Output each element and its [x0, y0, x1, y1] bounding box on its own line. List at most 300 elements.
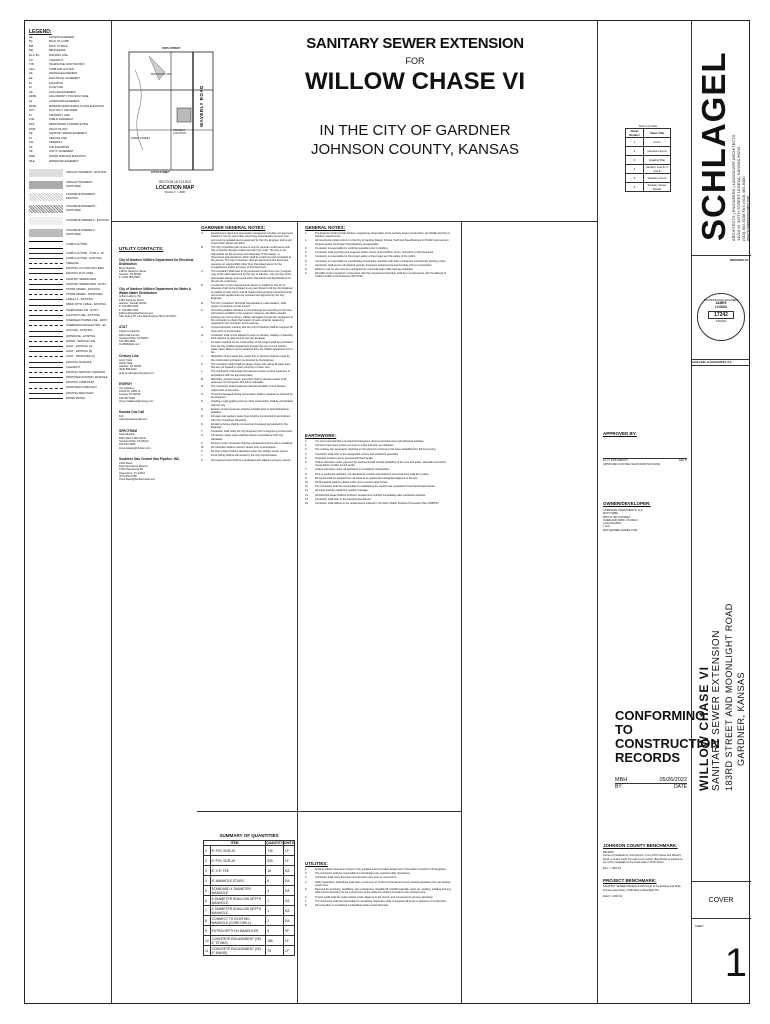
legend-desc: WATERLINE EASEMENT: [49, 159, 79, 163]
utility-contact-line: 913-667-5118: [119, 396, 135, 400]
note-number: 12.: [305, 489, 309, 493]
note-item: [305, 900, 455, 903]
legend-symbol-row: [29, 179, 109, 191]
legend-swatch: [29, 181, 63, 189]
map-street-label: 159TH STREET: [161, 47, 181, 50]
note-text: Contractor is responsible for the proper safety of the project and the safety of the public.: [315, 255, 416, 259]
legend-swatch: [29, 169, 63, 177]
seal-text: KANSAS: [715, 319, 727, 323]
note-number: 2.: [305, 239, 308, 243]
firm-id: SCHLAGEL & ASSOCIATES, P.A.: [692, 359, 750, 366]
legend-symbol-label: TELEPHONE LINE - EXIST: [66, 308, 98, 312]
note-item: [305, 876, 455, 879]
quantities-cell: 5' DIAMETER SHALLOW DEPTH MANHOLE: [210, 896, 266, 906]
legend-swatch: [29, 263, 63, 264]
utility-contact-line: Steve Bowker: [119, 433, 136, 437]
legend-desc: BACK OF CURB: [49, 40, 69, 44]
approval-block: [603, 431, 687, 466]
note-number: 7.: [305, 263, 308, 267]
legend-abbr: LE: [29, 99, 33, 103]
owner-line: 8645 W. 95TH STREET: [603, 515, 631, 519]
legend-symbol-label: WATER - SERVICE LINE: [66, 339, 96, 343]
legend-desc: TOP ELEVATION: [49, 145, 70, 149]
county-benchmark: [603, 843, 687, 898]
general-notes: [305, 225, 455, 280]
legend-symbol-label: CONCRETE SIDEWALK - EXISTING: [66, 218, 109, 222]
legend-symbol-label: CONCRETE SIDEWALK - PROPOSED: [66, 229, 97, 236]
note-item: [201, 393, 293, 400]
legend-symbol-label: EXISTING CURB INLET: [66, 381, 95, 385]
note-number: O.: [201, 392, 204, 396]
legend-swatch: [29, 356, 63, 357]
note-item: [305, 872, 455, 875]
legend-swatch: [29, 310, 63, 311]
map-label: PROJECT LOCATION: [173, 129, 187, 136]
quantities-cell: EA: [284, 906, 295, 916]
utility-contact-line: Field Operations Director: [119, 465, 148, 469]
note-text: The contractor shall install 12 gauge copper wire along all water lines that are not located in close proximity to tracer wire.: [211, 362, 291, 370]
utility-contact-line: Chris Davis: [119, 461, 133, 465]
legend-swatch: [29, 346, 63, 347]
drawing-sheet: [24, 20, 750, 1004]
utility-contact: [119, 430, 195, 450]
legend-swatch: [29, 362, 63, 363]
note-text: Proof rolling shall be witnessed by the City representative.: [211, 454, 278, 458]
utility-contact-line: Gardner, Kansas 66030: [119, 301, 147, 305]
utility-contact-line: Overland Park, KS 66207: [119, 336, 149, 340]
legend-symbol-label: CONCRETE PAVEMENT - EXISTING: [66, 193, 97, 200]
note-text: Unless otherwise noted, all earthwork is considered Unclassified.: [315, 468, 390, 472]
note-item: [305, 448, 455, 451]
general-notes-list: [305, 232, 455, 279]
legend-swatch: [29, 393, 63, 394]
note-text: Erosion control measures shall be maintained until the site is stabilized.: [211, 441, 293, 445]
legend-symbol-label: EXISTING MANHOLE: [66, 360, 92, 364]
divider: [111, 221, 597, 222]
seal-text: PROFESSIONAL ENGINEER: [703, 299, 739, 302]
sheet-index-cell: 6: [626, 183, 644, 192]
note-item: [201, 309, 293, 325]
quantities-cell: EA: [284, 916, 295, 926]
note-item: [305, 264, 455, 267]
quantities-header: QUANTITY: [266, 841, 284, 845]
map-label: WAVERLY ROAD: [199, 85, 204, 127]
legend-abbr: MFPE: [29, 104, 37, 108]
gardner-notes-title: GARDNER GENERAL NOTES:: [201, 225, 266, 230]
legend-swatch: [29, 382, 63, 383]
note-item: [201, 326, 293, 333]
utility-contact-line: 9444 Nall Avenue: [119, 333, 140, 337]
legend-abbr: PVC: [29, 109, 35, 113]
note-item: [305, 453, 455, 456]
legend-desc: WATER SURFACE ELEVATION: [49, 155, 86, 159]
legend-symbol-label: EXISTING PLAT LINES: [66, 272, 94, 276]
legend-symbol-label: PROPOSED SANITARY MANHOLE: [66, 376, 108, 380]
legend-abbr: EE: [29, 76, 33, 80]
note-item: [201, 370, 293, 377]
note-number: 9.: [305, 476, 308, 480]
legend-symbol-label: EXISTING LOT AND R/W LINES: [66, 267, 104, 271]
quantities-title: SUMMARY OF QUANTITIES: [219, 833, 279, 838]
legend-swatch: [29, 305, 63, 306]
legend-symbol-label: LIGHT - EXISTING (H): [66, 344, 93, 348]
legend-abbr: C&G: [29, 67, 35, 71]
note-item: [201, 415, 293, 422]
quantities-cell: EXTRA DEPTH IN MANHOLES: [210, 926, 266, 936]
note-text: Relocation of any water line, sewer line or services shall be made by the construction contractor as directed by the Engineer.: [211, 355, 290, 362]
owner-block: [603, 501, 687, 532]
legend-abbr: SE: [29, 132, 33, 136]
note-item: [201, 446, 293, 449]
note-text: Contractor is responsible for coordinating construction activities with other contractors concurrently working onsite.: [315, 259, 447, 263]
note-item: [305, 468, 455, 471]
note-number: E.: [201, 301, 204, 305]
note-number: B.: [201, 246, 204, 250]
legend-swatch: [29, 372, 63, 373]
utility-contact-line: steve.bowker@charter.com: [119, 446, 151, 450]
quantities-row: [204, 866, 295, 876]
note-number: 15.: [305, 501, 309, 505]
utility-contact-line: CA4809@att.com: [119, 343, 140, 347]
quantities-cell: 7: [204, 906, 211, 916]
approval-date: DATE: [678, 458, 687, 462]
sheet-index: [625, 125, 671, 192]
note-text: All topsoil shall be stripped from all areas to be graded and stockpiled adjacent to the site.: [315, 476, 418, 480]
note-number: P.: [201, 400, 204, 404]
note-number: 3.: [305, 448, 308, 452]
side-title: [691, 541, 751, 801]
quantities-cell: 8: [266, 876, 284, 886]
legend-desc: PROPERTY LINE: [49, 113, 70, 117]
utility-contact: [119, 383, 195, 403]
note-text: The Contractor shall be responsible for establishing the topsoil over proposed turf and landscaped areas.: [315, 485, 436, 489]
general-notes-title: GENERAL NOTES:: [305, 225, 346, 230]
legend-abbr: WSE: [29, 155, 35, 159]
note-text: Construction of the improvements shown or implied by this set of drawings shall not be initiated in any part thereof until the City Engineer is notified of such intent, and all required and properly executed bonds and contract agreements are received and approved by the City Engineer.: [211, 284, 293, 301]
legend-symbol-label: CURB & GUTTER: [66, 242, 88, 246]
sheet-index-title: Sheet List Table: [638, 125, 658, 128]
note-item: [305, 457, 455, 460]
note-item: [201, 302, 293, 309]
utility-contact-line: (270) 852-5155: [119, 474, 137, 478]
quantities-cell: VF: [284, 926, 295, 936]
legend-symbol-label: ASPHALT PAVEMENT - PROPOSED: [66, 181, 94, 188]
note-item: [305, 881, 455, 888]
quantities-cell: 1: [266, 906, 284, 916]
quantities-row: [204, 846, 295, 856]
quantities-cell: LF: [284, 946, 295, 956]
legend-swatch: [29, 331, 63, 332]
utility-contact-line: 1450 E Santa Fe Street: [119, 269, 147, 273]
note-item: [305, 473, 455, 476]
utilities-list: [305, 868, 455, 907]
legend-swatch: [29, 284, 63, 285]
note-text: All water required for the construction of this project shall be purchased from the City Utilities Department through the use of a fire hydrant water meter. Meters can be obtained from the Utilities Department for a fee.: [211, 341, 293, 355]
quantities-cell: LF: [284, 936, 295, 946]
legend-symbol-row: [29, 167, 109, 179]
utility-contact-line: Chris.Davis@Southernstar.com: [119, 478, 156, 482]
legend-abbr: HDPE: [29, 95, 37, 99]
note-item: [201, 385, 293, 392]
note-text: Grading, rough grading and any other construction shall be coordinated with the City.: [211, 400, 293, 407]
utility-contact: [119, 259, 195, 280]
firm-logo-box: [691, 21, 751, 256]
note-text: It is recommended that a Geotechnical Engineer observe and document all earthwork activities.: [315, 440, 425, 443]
quantities-cell: 2: [204, 856, 211, 866]
county-benchmark-id: BM-9008: [603, 851, 614, 854]
note-number: 4.: [305, 452, 308, 456]
quantities-cell: 185: [266, 936, 284, 946]
utility-contact-name: Southern Star Central Gas Pipeline, INC.: [119, 456, 181, 461]
utility-contact-line: P: 913-856-0965: [119, 305, 139, 309]
note-item: [305, 489, 455, 492]
legend-abbr: ROW: [29, 127, 36, 131]
utility-contact-name: City of Gardner Utilities Department for Electrical Distribution: [119, 258, 194, 266]
note-text: The Engineer shall provide full-time engineering observation of the sanitary sewer construction, per KDHE and City of Gardner requirements.: [315, 232, 450, 239]
note-number: N.: [201, 385, 204, 389]
note-item: [305, 485, 455, 488]
sheet-index-cell: Sanitary Line B, C and E: [644, 165, 671, 174]
legend-desc: POLYVINYL CHLORIDE: [49, 109, 78, 113]
utility-contacts: [119, 246, 195, 482]
firm-name: SCHLAGEL: [695, 51, 732, 241]
note-item: [201, 378, 293, 385]
note-number: V.: [201, 441, 204, 445]
utility-notes: [305, 861, 455, 908]
side-city: GARDNER, KANSAS: [736, 671, 746, 766]
note-number: 1.: [305, 232, 308, 235]
note-text: Unless otherwise noted, payment for earthwork shall include backfilling of the cuts and gutter, sidewalk and further manipulation of utility trench spoils.: [315, 460, 446, 468]
note-number: 5.: [305, 888, 308, 892]
note-text: Manholes, junction boxes, and inlets shall be placed outside of all pavement and proposed and future sidewalks.: [211, 377, 287, 385]
note-item: [201, 423, 293, 430]
cover-label: COVER: [691, 881, 751, 919]
note-text: The Contractor shall be responsible for contacting respective utility companies 48 hours in advance of construction.: [315, 899, 448, 903]
sheet-index-cell: General Layout: [644, 147, 671, 156]
legend-abbr: GE: [29, 90, 33, 94]
note-text: All construction shall conform to the City of Gardner Design Criteria, Technical Specifications for Public Improvement Projects and/or the Project Specifications as applicable.: [315, 239, 449, 246]
note-number: G.: [201, 326, 204, 330]
legend-symbol-label: EXISTING SANITARY MANHOLE: [66, 370, 106, 374]
utility-contact-line: Jeffrey Lafferty, PE: [119, 295, 141, 299]
legend-desc: SANITARY SEWER EASEMENT: [49, 132, 87, 136]
quantities-cell: STANDARD 4' DIAMETER MANHOLE: [210, 886, 266, 896]
note-number: F.: [201, 308, 204, 312]
note-text: All sanitary sewer pipes shall be tested in accordance with City standards.: [211, 434, 284, 441]
note-item: [201, 246, 293, 269]
quantities-cell: 2: [266, 916, 284, 926]
quantities-table: [203, 840, 295, 956]
note-text: Utility Separation: Waterlines shall have a minimum of 10 feet horizontal and 2 feet vertical separation from all sanitary sewer lines.: [315, 880, 451, 887]
legend-swatch: [29, 205, 63, 213]
seal-text: JAMES: [715, 301, 727, 306]
quantities-cell: EA: [284, 876, 295, 886]
sheet-index-cell: Sanitary Line D: [644, 174, 671, 183]
utility-contact-line: F: 913-856-7323: [119, 308, 139, 312]
legend-swatch: [29, 325, 63, 326]
note-number: I.: [201, 341, 203, 345]
quantities-row: [204, 886, 295, 896]
utility-contact-name: EVERGY: [119, 382, 133, 387]
utility-contact-line: Clayton Arrasmith: [119, 330, 140, 334]
project-title: WILLOW CHASE VI: [305, 68, 525, 95]
legend-symbol-label: CURB & GUTTER - TYPE A - 20': [66, 251, 105, 255]
legend-abbr: BC: [29, 40, 33, 44]
legend-symbols: [29, 167, 109, 401]
legend-abbr: PUE: [29, 118, 35, 122]
records-by-value: MBH: [615, 777, 628, 783]
quantities-cell: EA: [284, 866, 295, 876]
legend-abbr: EL: [29, 81, 33, 85]
utility-contact-line: Andy Tudor: [119, 358, 133, 362]
quantities-cell: 8: [204, 916, 211, 926]
utility-contact-name: City of Gardner Utilities Department for Water & Waste-Water Distribution: [119, 286, 192, 295]
owner-title: OWNER/DEVELOPER:: [603, 501, 651, 506]
quantities-cell: 5: [204, 886, 211, 896]
quantities-cell: 16: [266, 866, 284, 876]
note-item: [201, 284, 293, 300]
note-text: The existing site topography depicted on the plans for contouring has been established by field surveying.: [315, 448, 437, 452]
legend-symbol-label: ELECTRIC LINE - EXISTING: [66, 313, 100, 317]
note-item: [305, 251, 455, 254]
note-number: 14.: [305, 497, 309, 501]
note-text: Contractor shall adhere to the requirements outlined in the Storm Water Pollution Prevention Plan (SWPPP).: [315, 501, 440, 505]
owner-line: MATT@MABE-HOMES.COM: [603, 528, 637, 532]
note-text: Contractor shall promptly give engineer written notice of all conflicts, errors, omissions or discrepancies.: [315, 251, 434, 255]
records-date-label: DATE: [674, 784, 687, 790]
note-item: [201, 454, 293, 457]
legend-swatch: [29, 217, 63, 225]
legend-abbr: UE: [29, 150, 33, 154]
firm-sub: ARCHITECTS | ENGINEERS | LANDSCAPE ARCHITECTS: [731, 134, 736, 241]
legend-desc: CURB AND GUTTER: [49, 67, 74, 71]
legend-symbol-row: [29, 227, 109, 239]
legend-symbol-label: ASPHALT PAVEMENT - EXISTING: [66, 170, 107, 174]
utility-contact-name: SPECTRUM: [119, 428, 137, 433]
legend-symbol-label: GAS LINE - EXISTING: [66, 329, 93, 333]
note-number: 8.: [305, 472, 308, 476]
map-label: 167TH STREET: [151, 171, 170, 174]
note-number: Y.: [201, 454, 204, 458]
quantities-row: [204, 876, 295, 886]
legend-desc: LANDSCAPE EASEMENT: [49, 99, 80, 103]
note-number: 6.: [305, 259, 308, 263]
quantities-row: [204, 896, 295, 906]
note-item: [305, 494, 455, 497]
quantities-header: ITEM: [204, 841, 266, 846]
sheet-index-row: [626, 138, 671, 147]
divider: [197, 811, 461, 812]
sheet-index-row: [626, 174, 671, 183]
utility-contact-line: 913-643-1930: [119, 443, 136, 447]
quantities-cell: 9: [204, 926, 211, 936]
note-text: Existing utilities have been shown to the greatest extent possible based upon information provided to the Engineer.: [315, 868, 447, 871]
legend-symbol-label: CONCRETE PAVEMENT - PROPOSED: [66, 205, 97, 212]
note-text: Proposed contours are to proposed finished grade.: [315, 456, 374, 460]
note-number: H.: [201, 333, 204, 337]
note-number: A.: [201, 232, 204, 235]
note-number: 3.: [305, 246, 308, 250]
title-block: [265, 35, 565, 158]
note-text: Trench spoils shall be neatly placed onsite adjacent to the trench, and compacted to prevent saturation.: [315, 895, 434, 899]
map-label: 183RD STREET: [131, 137, 151, 140]
legend-abbr: DE: [29, 72, 33, 76]
sheet-index-cell: 3: [626, 156, 644, 165]
note-text: All disturbed areas shall be fertilized, seeded and mulched immediately after earthwork activities.: [315, 493, 427, 497]
note-number: 6.: [305, 895, 308, 899]
title-line1: SANITARY SEWER EXTENSION: [306, 35, 524, 52]
utility-contact-line: Overland Park, KS 66213: [119, 440, 149, 444]
legend-desc: DRAINAGE EASEMENT: [49, 72, 78, 76]
legend-row: [29, 159, 109, 164]
sheet-index-header: Sheet Title: [644, 129, 671, 138]
legend-swatch: [29, 351, 63, 352]
records-date-value: 05/26/2022: [659, 777, 687, 783]
approval-title: APPROVED BY:: [603, 431, 637, 436]
legend-symbol-label: SANITARY SEWER MAIN: [66, 277, 97, 281]
sheet-label: SHEET: [695, 925, 704, 928]
legend-swatch: [29, 289, 63, 290]
utility-contact-line: (913) 856-2222: [119, 368, 137, 372]
legend-desc: BUILDING LINE: [49, 54, 68, 58]
note-item: [201, 459, 293, 462]
legend-abbr: BL or B.L.: [29, 54, 41, 58]
note-item: [201, 363, 293, 370]
legend-desc: FLOW LINE: [49, 86, 63, 90]
utility-contact-line: Owensboro, KY 42301: [119, 471, 146, 475]
quantities-cell: LF: [284, 846, 295, 856]
divider: [297, 221, 298, 1003]
note-text: Prior to earthwork activities, pre-disturbance erosion and sediment control devices shall be in place.: [315, 472, 430, 476]
utility-contact: [119, 458, 195, 482]
note-text: All water and sanitary sewer lines shall be constructed in accordance with City of Gardner standards.: [211, 415, 291, 422]
utility-contact-line: Gardner, KS 66030: [119, 365, 142, 369]
note-text: The Contractor shall be responsible for coordinating any required utility relocations.: [315, 872, 411, 876]
note-number: 10.: [305, 480, 309, 484]
note-number: J.: [201, 355, 204, 359]
utility-contact-line: 4700 State Route 56: [119, 468, 143, 472]
note-text: Contours have been shown at 1-foot or 2-foot intervals, as indicated.: [315, 444, 394, 448]
map-title: LOCATION MAP: [155, 185, 195, 191]
note-text: All manholes shall be vacuum tested prior to acceptance.: [211, 446, 277, 450]
legend-symbol-row: [29, 203, 109, 215]
quantities-cell: LF: [284, 856, 295, 866]
legend-swatch: [29, 253, 63, 254]
note-number: Q.: [201, 407, 204, 411]
legend-swatch: [29, 336, 63, 337]
sheet-index-cell: Cover: [644, 138, 671, 147]
note-item: [305, 896, 455, 899]
legend-desc: BENCHMARK: [49, 49, 66, 53]
sheet-index-row: [626, 156, 671, 165]
side-road: 183RD STREET AND MOONLIGHT ROAD: [724, 603, 734, 791]
utility-contact-line: Jimmy.Gallowus@evergy.com: [119, 400, 154, 403]
legend-abbr: CO: [29, 58, 33, 62]
note-number: K.: [201, 362, 204, 366]
gardner-notes: [201, 225, 293, 463]
note-number: 13.: [305, 493, 309, 497]
earthwork-title: EARTHWORK:: [305, 433, 337, 438]
legend-swatch: [29, 241, 63, 249]
quantities-cell: 75: [266, 946, 284, 956]
legend-abbr: FL: [29, 86, 33, 90]
quantities-cell: 3: [266, 886, 284, 896]
legend-swatch: [29, 388, 63, 389]
quantities-row: [204, 916, 295, 926]
legend-abbr: SW: [29, 141, 34, 145]
title-city: IN THE CITY OF GARDNER: [319, 122, 511, 139]
seal-text: 17242: [708, 311, 734, 319]
